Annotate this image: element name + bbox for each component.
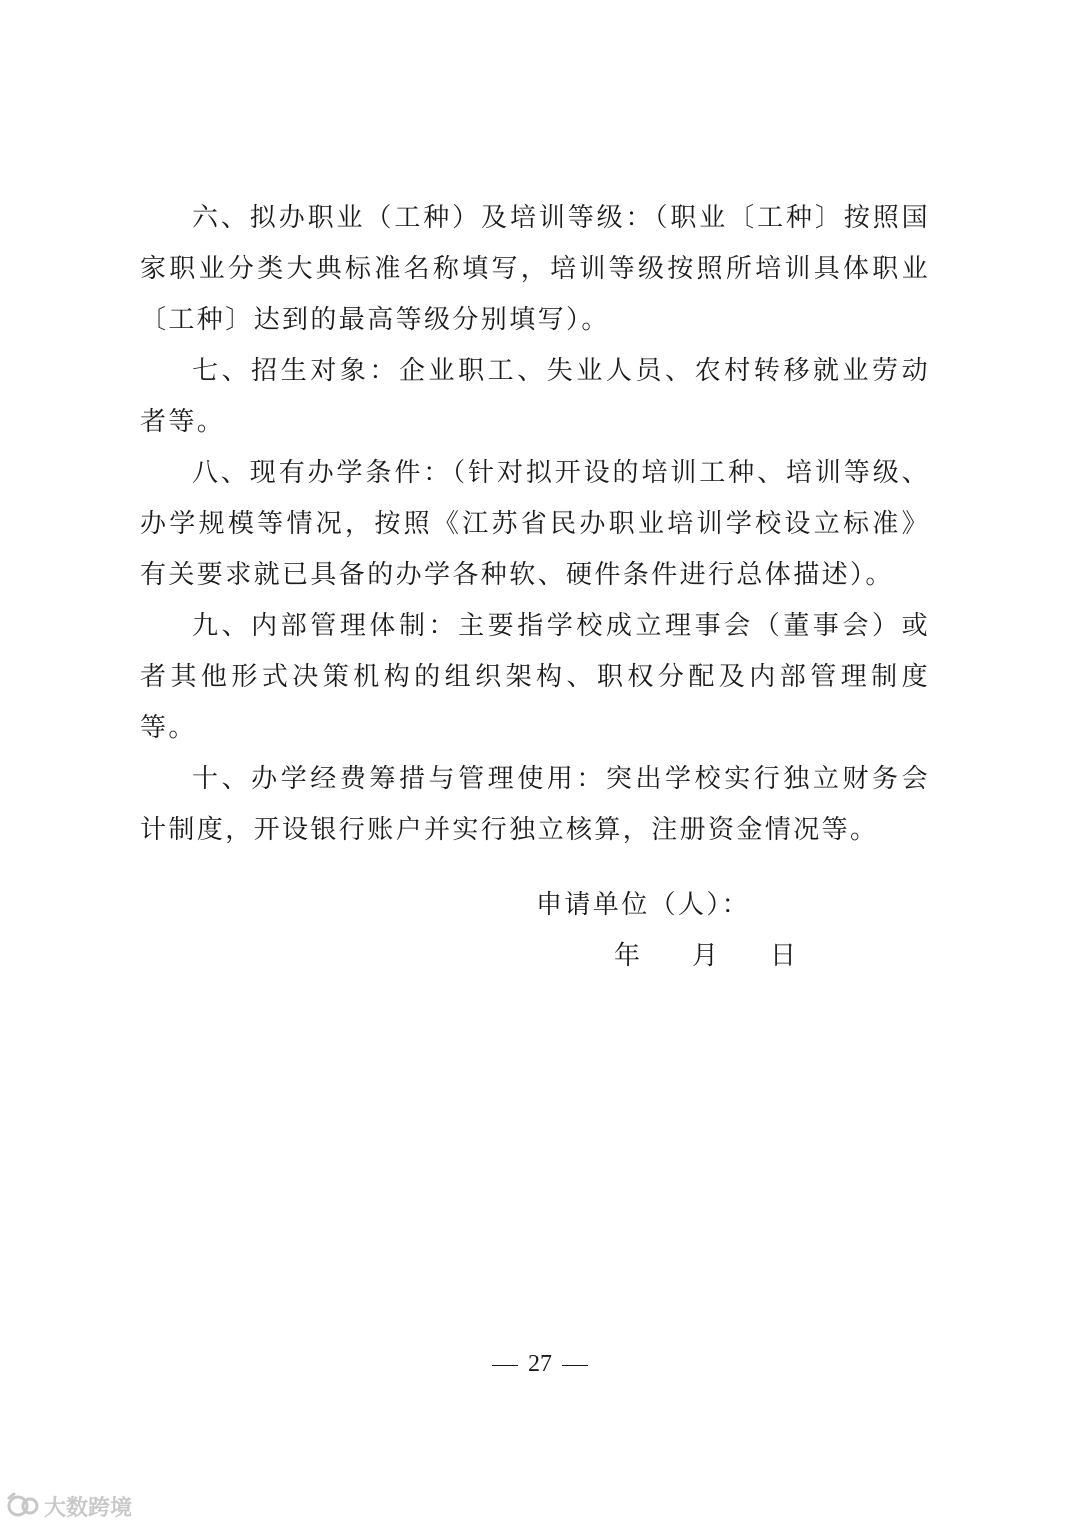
date-month: 月 [692, 941, 719, 971]
paragraph-school-conditions: 八、现有办学条件：（针对拟开设的培训工种、培训等级、办学规模等情况，按照《江苏省民办职业培训学校设立标准》有关要求就已具备的办学各种软、硬件条件进行总体描述）。 [140, 458, 930, 590]
paragraph-funding: 十、办学经费筹措与管理使用：突出学校实行独立财务会计制度，开设银行账户并实行独立核算，注册资金情况等。 [140, 764, 930, 845]
watermark-text: 大数跨境 [44, 1495, 133, 1521]
document-body [140, 193, 930, 856]
page-number [0, 1349, 1080, 1379]
date-day: 日 [770, 941, 797, 971]
page-number-value: 27 [528, 1351, 552, 1377]
signature-date [614, 931, 796, 981]
logo-icon [6, 1492, 40, 1520]
dash-left [492, 1365, 518, 1366]
date-year: 年 [614, 941, 641, 971]
applicant-signature-label: 申请单位（人）： [536, 890, 751, 920]
paragraph-occupation-level: 六、拟办职业（工种）及培训等级：（职业〔工种〕按照国家职业分类大典标准名称填写，培训等级按照所培训具体职业〔工种〕达到的最高等级分别填写）。 [140, 203, 930, 335]
watermark [6, 1490, 132, 1522]
dash-right [562, 1365, 588, 1366]
paragraph-enrollment-targets: 七、招生对象：企业职工、失业人员、农村转移就业劳动者等。 [140, 356, 930, 437]
paragraph-internal-management: 九、内部管理体制：主要指学校成立理事会（董事会）或者其他形式决策机构的组织架构、职权分配及内部管理制度等。 [140, 611, 930, 743]
